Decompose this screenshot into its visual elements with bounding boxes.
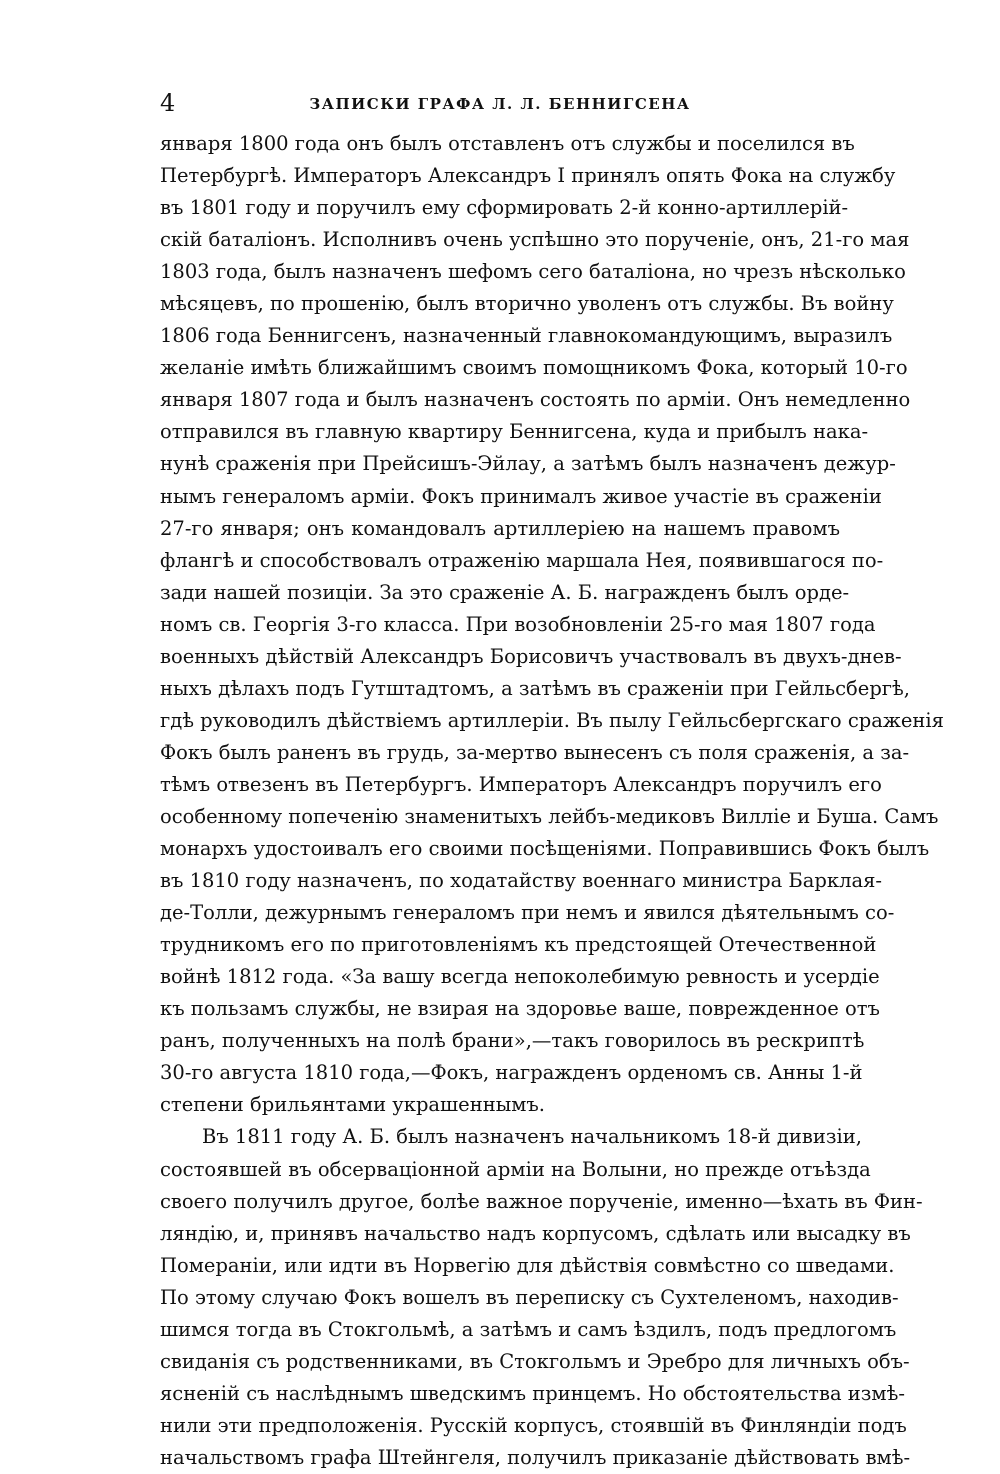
text-line: Петербургѣ. Императоръ Александръ I принялъ опять Фока на службу bbox=[160, 164, 896, 188]
text-line: По этому случаю Фокъ вошелъ въ переписку съ Сухтеленомъ, находив- bbox=[160, 1285, 899, 1309]
text-line: 1806 года Беннигсенъ, назначенный главнокомандующимъ, выразилъ bbox=[160, 324, 893, 348]
text-line: Фокъ былъ раненъ въ грудь, за-мертво вынесенъ съ поля сраженія, а за- bbox=[160, 740, 910, 764]
text-line: въ 1801 году и поручилъ ему сформировать 2-й конно-артиллерій- bbox=[160, 196, 849, 220]
text-line: Въ 1811 году А. Б. былъ назначенъ начальникомъ 18-й дивизіи, bbox=[202, 1125, 862, 1149]
text-line: своего получилъ другое, болѣе важное порученіе, именно—ѣхать въ Фин- bbox=[160, 1189, 923, 1213]
text-line: гдѣ руководилъ дѣйствіемъ артиллеріи. Въ пылу Гейльсбергскаго сраженія bbox=[160, 708, 944, 732]
text-line: состоявшей въ обсерваціонной арміи на Волыни, но прежде отъѣзда bbox=[160, 1157, 871, 1181]
text-line: желаніе имѣть ближайшимъ своимъ помощникомъ Фока, который 10-го bbox=[160, 356, 908, 380]
text-line: въ 1810 году назначенъ, по ходатайству военнаго министра Барклая- bbox=[160, 869, 882, 893]
text-line: степени брильянтами украшеннымъ. bbox=[160, 1093, 546, 1117]
text-line: 27-го января; онъ командовалъ артиллеріею на нашемъ правомъ bbox=[160, 516, 840, 540]
text-line: трудникомъ его по приготовленіямъ къ предстоящей Отечественной bbox=[160, 933, 877, 957]
text-line: зади нашей позиціи. За это сраженіе А. Б. награжденъ былъ орде- bbox=[160, 580, 850, 604]
text-line: де-Толли, дежурнымъ генераломъ при немъ и явился дѣятельнымъ со- bbox=[160, 901, 895, 925]
paragraph bbox=[160, 128, 944, 1121]
text-line: войнѣ 1812 года. «За вашу всегда непоколебимую ревность и усердіе bbox=[160, 965, 880, 989]
text-line: 1803 года, былъ назначенъ шефомъ сего баталіона, но чрезъ нѣсколько bbox=[160, 260, 906, 284]
text-line: мѣсяцевъ, по прошенію, былъ вторично уволенъ отъ службы. Въ войну bbox=[160, 292, 894, 316]
text-line: скій баталіонъ. Исполнивъ очень успѣшно это порученіе, онъ, 21-го мая bbox=[160, 228, 910, 252]
text-line: января 1807 года и былъ назначенъ состоять по арміи. Онъ немедленно bbox=[160, 388, 911, 412]
text-line: флангѣ и способствовалъ отраженію маршала Нея, появившагося по- bbox=[160, 548, 884, 572]
text-line: нили эти предположенія. Русскій корпусъ, стоявшій въ Финляндіи подъ bbox=[160, 1413, 907, 1437]
text-line: нунѣ сраженія при Прейсишъ-Эйлау, а затѣмъ былъ назначенъ дежур- bbox=[160, 452, 896, 476]
text-line: начальствомъ графа Штейнгеля, получилъ приказаніе дѣйствовать вмѣ- bbox=[160, 1445, 911, 1469]
text-line: шимся тогда въ Стокгольмѣ, а затѣмъ и самъ ѣздилъ, подъ предлогомъ bbox=[160, 1317, 897, 1341]
page-number: 4 bbox=[160, 89, 176, 117]
text-line: нымъ генераломъ арміи. Фокъ принималъ живое участіе въ сраженіи bbox=[160, 484, 882, 508]
text-line: особенному попеченію знаменитыхъ лейбъ-медиковъ Вилліе и Буша. Самъ bbox=[160, 804, 939, 828]
text-line: ясненій съ наслѣднымъ шведскимъ принцемъ. Но обстоятельства измѣ- bbox=[160, 1381, 905, 1405]
body-text bbox=[160, 128, 944, 1474]
running-title: ЗАПИСКИ ГРАФА Л. Л. БЕННИГСЕНА bbox=[309, 95, 691, 113]
text-line: января 1800 года онъ былъ отставленъ отъ службы и поселился въ bbox=[160, 132, 855, 155]
text-line: номъ св. Георгія 3-го класса. При возобновленіи 25-го мая 1807 года bbox=[160, 612, 876, 636]
text-line: 30-го августа 1810 года,—Фокъ, награжденъ орденомъ св. Анны 1-й bbox=[160, 1061, 863, 1085]
text-line: Помераніи, или идти въ Норвегію для дѣйствія совмѣстно со шведами. bbox=[160, 1253, 895, 1277]
text-line: свиданія съ родственниками, въ Стокгольмъ и Эребро для личныхъ объ- bbox=[160, 1349, 910, 1373]
text-line: тѣмъ отвезенъ въ Петербургъ. Императоръ Александръ поручилъ его bbox=[160, 772, 882, 796]
text-line: ныхъ дѣлахъ подъ Гутштадтомъ, а затѣмъ въ сраженіи при Гейльсбергѣ, bbox=[160, 676, 910, 700]
text-line: военныхъ дѣйствій Александръ Борисовичъ участвовалъ въ двухъ-днев- bbox=[160, 644, 902, 668]
text-line: монархъ удостоивалъ его своими посѣщеніями. Поправившись Фокъ былъ bbox=[160, 837, 930, 861]
text-line: ранъ, полученныхъ на полѣ брани»,—такъ говорилось въ рескриптѣ bbox=[160, 1029, 865, 1053]
text-line: ляндію, и, принявъ начальство надъ корпусомъ, сдѣлать или высадку въ bbox=[160, 1221, 911, 1245]
page-header bbox=[160, 88, 840, 118]
paragraph bbox=[160, 1121, 923, 1474]
text-line: отправился въ главную квартиру Беннигсена, куда и прибылъ нака- bbox=[160, 420, 869, 444]
text-line: къ пользамъ службы, не взирая на здоровье ваше, поврежденное отъ bbox=[160, 997, 880, 1021]
